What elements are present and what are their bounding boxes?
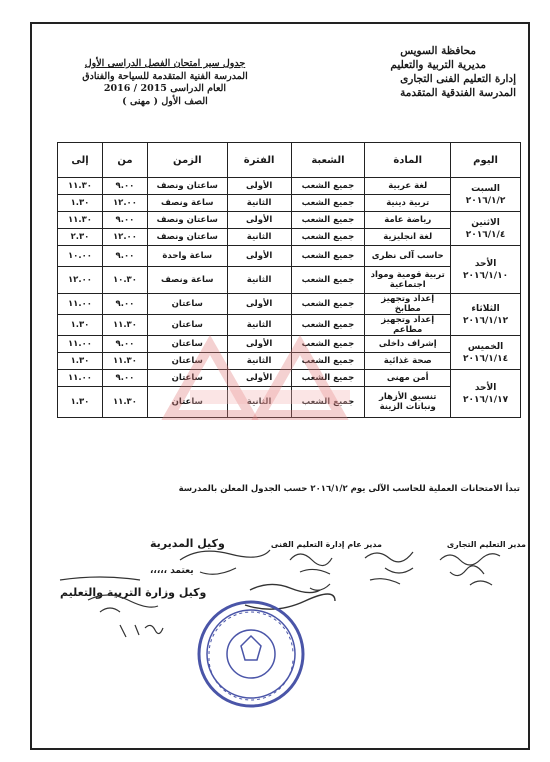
- approved-label: يعتمد ،،،،،: [150, 566, 194, 576]
- day-date: ٢٠١٦/١/٢: [465, 195, 506, 206]
- period-cell: الثانية: [227, 353, 291, 370]
- period-cell: الثانية: [227, 229, 291, 246]
- header-day: اليوم: [451, 143, 521, 178]
- duration-cell: ساعتان: [147, 387, 227, 418]
- day-cell: [451, 246, 521, 294]
- day-date: ٢٠١٦/١/٤: [465, 229, 506, 240]
- header-section: الشعبة: [291, 143, 365, 178]
- from-cell: ٩.٠٠: [102, 178, 147, 195]
- day-cell: [451, 212, 521, 246]
- from-cell: ٩.٠٠: [102, 370, 147, 387]
- period-cell: الثانية: [227, 315, 291, 336]
- duration-cell: ساعة ونصف: [147, 267, 227, 294]
- header-title: [60, 58, 270, 108]
- section-cell: جميع الشعب: [291, 353, 365, 370]
- deputy-label: وكيل المديرية: [150, 537, 225, 550]
- duration-cell: ساعتان ونصف: [147, 212, 227, 229]
- to-cell: ١٢.٠٠: [58, 267, 103, 294]
- minister-deputy-label: وكيل وزارة التربية والتعليم: [60, 586, 207, 599]
- commercial-director-label: مدير التعليم التجارى: [446, 540, 526, 549]
- day-cell: [451, 178, 521, 212]
- to-cell: ١١.٠٠: [58, 294, 103, 315]
- section-cell: جميع الشعب: [291, 246, 365, 267]
- to-cell: ١١.٣٠: [58, 178, 103, 195]
- from-cell: ٩.٠٠: [102, 212, 147, 229]
- day-date: ٢٠١٦/١/١٠: [463, 270, 509, 281]
- subject-cell: تربية قومية ومواد اجتماعية: [365, 267, 451, 294]
- schedule-title: جدول سير امتحان الفصل الدراسى الأول: [84, 58, 246, 69]
- duration-cell: ساعتان ونصف: [147, 178, 227, 195]
- to-cell: ١.٣٠: [58, 315, 103, 336]
- day-cell: [451, 336, 521, 370]
- period-cell: الأولى: [227, 294, 291, 315]
- to-cell: ١١.٣٠: [58, 212, 103, 229]
- subject-cell: صحة غذائية: [365, 353, 451, 370]
- practical-exam-note: تبدأ الامتحانات العملية للحاسب الآلى يوم ٢٠١٦/١/٢ حسب الجدول المعلن بالمدرسة: [178, 484, 520, 494]
- exam-schedule-table: [57, 142, 521, 418]
- duration-cell: ساعتان: [147, 370, 227, 387]
- period-cell: الثانية: [227, 195, 291, 212]
- day-date: ٢٠١٦/١/١٢: [463, 315, 509, 326]
- to-cell: ١.٣٠: [58, 387, 103, 418]
- period-cell: الثانية: [227, 387, 291, 418]
- header-duration: الزمن: [147, 143, 227, 178]
- subject-cell: لغة انجليزية: [365, 229, 451, 246]
- duration-cell: ساعتان: [147, 294, 227, 315]
- table-row: [58, 370, 521, 387]
- from-cell: ١٢.٠٠: [102, 229, 147, 246]
- section-cell: جميع الشعب: [291, 195, 365, 212]
- official-seal-stamp: [195, 598, 307, 710]
- day-cell: [451, 370, 521, 418]
- section-cell: جميع الشعب: [291, 212, 365, 229]
- table-row: [58, 336, 521, 353]
- table-row: [58, 294, 521, 315]
- from-cell: ١٠.٣٠: [102, 267, 147, 294]
- header-period: الفترة: [227, 143, 291, 178]
- subject-cell: إعداد وتجهيز مطاعم: [365, 315, 451, 336]
- section-cell: جميع الشعب: [291, 387, 365, 418]
- section-cell: جميع الشعب: [291, 336, 365, 353]
- day-date: ٢٠١٦/١/١٧: [463, 394, 509, 405]
- directorate-line: مديرية التربية والتعليم: [390, 59, 486, 71]
- day-name: الخميس: [467, 341, 504, 352]
- subject-cell: أمن مهنى: [365, 370, 451, 387]
- duration-cell: ساعتان ونصف: [147, 229, 227, 246]
- day-name: الأحد: [474, 382, 497, 393]
- section-cell: جميع الشعب: [291, 267, 365, 294]
- subject-cell: تنسيق الأزهار ونباتات الزينة: [365, 387, 451, 418]
- governorate-line: محافظة السويس: [400, 45, 476, 57]
- duration-cell: ساعتان: [147, 353, 227, 370]
- day-name: السبت: [471, 183, 500, 194]
- section-cell: جميع الشعب: [291, 229, 365, 246]
- from-cell: ٩.٠٠: [102, 294, 147, 315]
- to-cell: ١.٣٠: [58, 195, 103, 212]
- header-from: من: [102, 143, 147, 178]
- header-authority: [286, 44, 516, 100]
- to-cell: ١١.٠٠: [58, 336, 103, 353]
- subject-cell: إعداد وتجهيز مطابخ: [365, 294, 451, 315]
- subject-cell: رياضة عامة: [365, 212, 451, 229]
- day-name: الأحد: [474, 258, 497, 269]
- day-date: ٢٠١٦/١/١٤: [463, 353, 509, 364]
- from-cell: ٩.٠٠: [102, 246, 147, 267]
- duration-cell: ساعتان: [147, 336, 227, 353]
- table-row: [58, 246, 521, 267]
- period-cell: الأولى: [227, 336, 291, 353]
- table-row: [58, 212, 521, 229]
- section-cell: جميع الشعب: [291, 370, 365, 387]
- to-cell: ١١.٠٠: [58, 370, 103, 387]
- to-cell: ٢.٣٠: [58, 229, 103, 246]
- school-name: المدرسة الفنية المتقدمة للسياحة والفنادق: [82, 70, 248, 82]
- subject-cell: لغة عربية: [365, 178, 451, 195]
- general-director-label: مدير عام إدارة التعليم الفنى: [270, 540, 382, 549]
- subject-cell: تربية دينية: [365, 195, 451, 212]
- from-cell: ٩.٠٠: [102, 336, 147, 353]
- day-name: الاثنين: [471, 217, 500, 228]
- duration-cell: ساعة ونصف: [147, 195, 227, 212]
- header-subject: المادة: [365, 143, 451, 178]
- period-cell: الأولى: [227, 212, 291, 229]
- from-cell: ١١.٣٠: [102, 315, 147, 336]
- duration-cell: ساعتان: [147, 315, 227, 336]
- section-cell: جميع الشعب: [291, 178, 365, 195]
- section-cell: جميع الشعب: [291, 315, 365, 336]
- subject-cell: حاسب آلى نظرى: [365, 246, 451, 267]
- day-cell: [451, 294, 521, 336]
- header-to: إلى: [58, 143, 103, 178]
- day-name: الثلاثاء: [471, 303, 500, 314]
- from-cell: ١٢.٠٠: [102, 195, 147, 212]
- to-cell: ١٠.٠٠: [58, 246, 103, 267]
- table-row: [58, 178, 521, 195]
- subject-cell: إشراف داخلى: [365, 336, 451, 353]
- table-header-row: [58, 143, 521, 178]
- grade: الصف الأول ( مهنى ): [122, 95, 208, 107]
- to-cell: ١.٣٠: [58, 353, 103, 370]
- period-cell: الأولى: [227, 246, 291, 267]
- section-cell: جميع الشعب: [291, 294, 365, 315]
- from-cell: ١١.٣٠: [102, 387, 147, 418]
- period-cell: الأولى: [227, 370, 291, 387]
- school-line: المدرسة الفندقية المتقدمة: [400, 87, 516, 99]
- duration-cell: ساعة واحدة: [147, 246, 227, 267]
- period-cell: الثانية: [227, 267, 291, 294]
- from-cell: ١١.٣٠: [102, 353, 147, 370]
- administration-line: إدارة التعليم الفنى التجارى: [400, 73, 516, 85]
- period-cell: الأولى: [227, 178, 291, 195]
- school-year: العام الدراسى 2015 / 2016: [103, 83, 227, 94]
